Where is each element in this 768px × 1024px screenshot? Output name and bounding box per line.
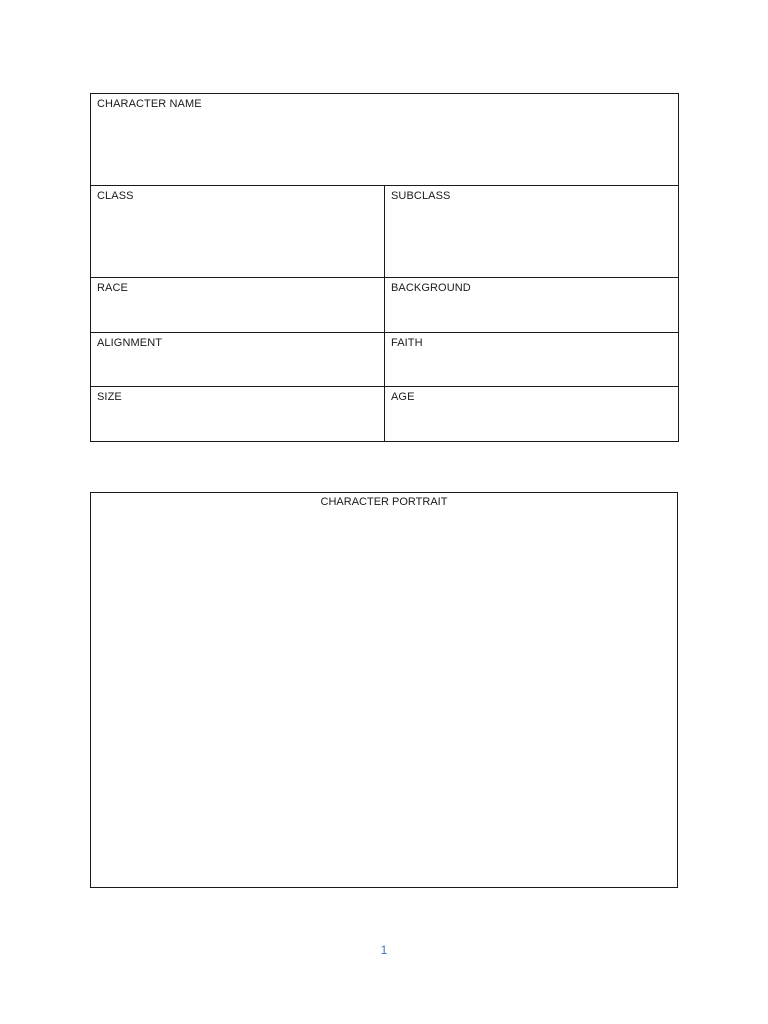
race-cell[interactable] (91, 278, 385, 333)
character-name-cell[interactable] (91, 94, 679, 186)
subclass-label: SUBCLASS (391, 190, 451, 202)
faith-cell[interactable] (385, 333, 679, 387)
table-row (91, 278, 679, 333)
alignment-label: ALIGNMENT (97, 337, 163, 349)
size-cell[interactable] (91, 387, 385, 442)
table-row (91, 186, 679, 278)
character-name-label: CHARACTER NAME (97, 98, 202, 110)
size-label: SIZE (97, 391, 122, 403)
table-row (91, 94, 679, 186)
subclass-cell[interactable] (385, 186, 679, 278)
alignment-cell[interactable] (91, 333, 385, 387)
faith-label: FAITH (391, 337, 423, 349)
class-cell[interactable] (91, 186, 385, 278)
age-cell[interactable] (385, 387, 679, 442)
table-row (91, 333, 679, 387)
class-label: CLASS (97, 190, 134, 202)
page-number: 1 (380, 943, 388, 957)
portrait-title: CHARACTER PORTRAIT (320, 496, 448, 508)
background-cell[interactable] (385, 278, 679, 333)
race-label: RACE (97, 282, 128, 294)
age-label: AGE (391, 391, 415, 403)
background-label: BACKGROUND (391, 282, 471, 294)
table-row (91, 387, 679, 442)
character-info-table (90, 93, 679, 442)
character-portrait-box[interactable] (90, 492, 678, 888)
